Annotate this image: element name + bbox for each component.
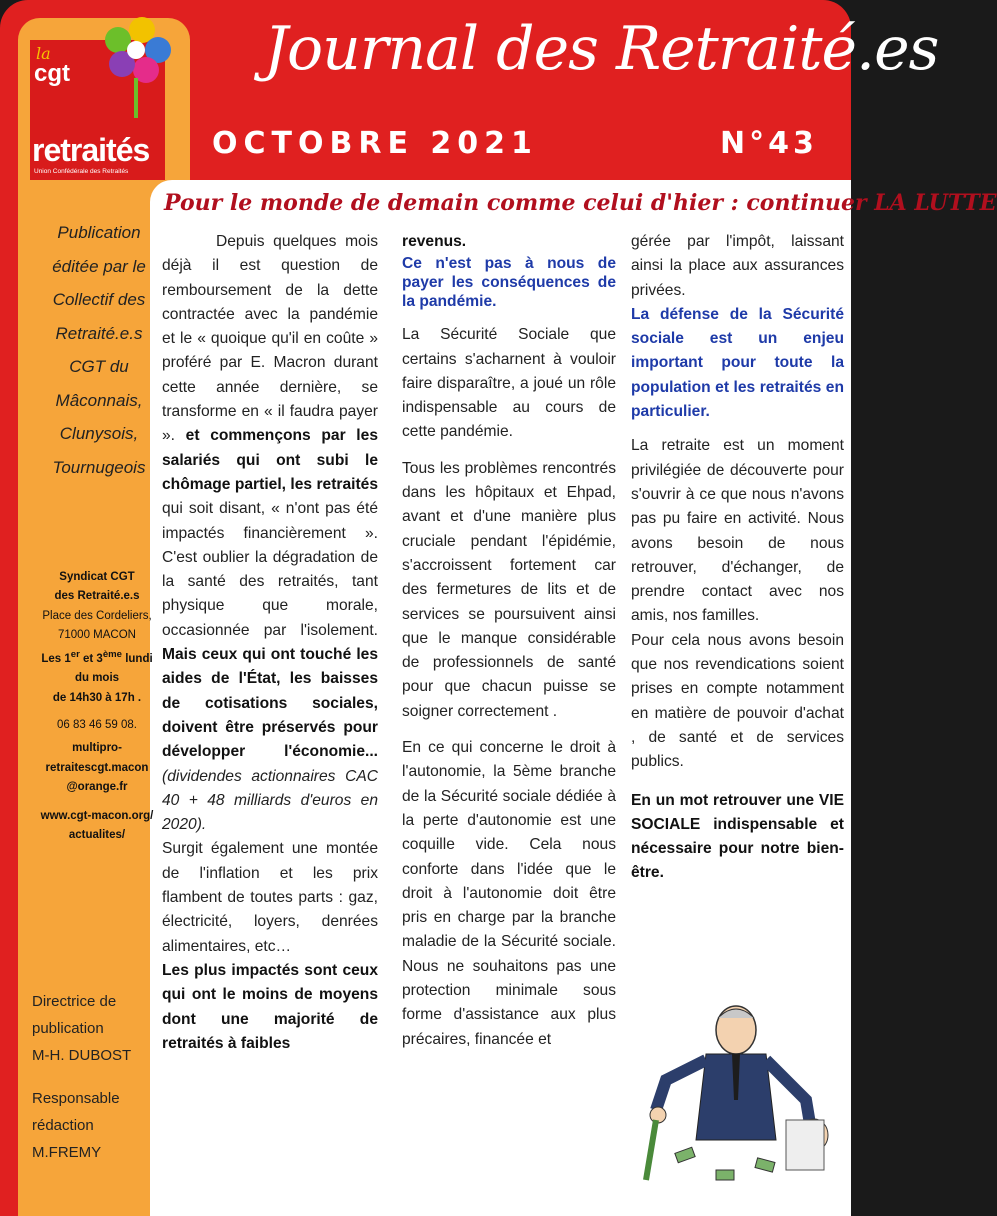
contact-email[interactable]: retraitescgt.macon <box>45 761 149 774</box>
publication-line: Publication <box>57 223 141 242</box>
director-label: publication <box>32 1020 104 1037</box>
headline: Pour le monde de demain comme celui d'hier : continuer LA LUTTE <box>164 190 997 216</box>
days-sup2: ème <box>102 649 122 661</box>
days-suffix: lundi <box>122 653 153 666</box>
logo-retraites: retraités <box>32 132 150 168</box>
contact-email[interactable]: multipro- <box>72 742 122 755</box>
article-column-2 <box>402 230 616 1052</box>
publication-line: CGT du <box>69 357 129 376</box>
credits <box>32 988 172 1166</box>
publication-line: Collectif des <box>52 290 146 309</box>
paragraph-bold: Mais ceux qui ont touché les aides de l'État, les baisses de cotisations sociales, doivent être préservés pour développer l'économie... <box>162 646 378 761</box>
cartoon-illustration <box>636 990 846 1185</box>
issue-number: N°43 <box>720 126 818 161</box>
paragraph-text: qui soit disant, « n'ont pas été impactés financièrement ». C'est oublier la dégradation de la santé des retraités, tant physique que morale, occasionnée par l'isolement. <box>162 500 378 639</box>
publication-line: Clunysois, <box>59 424 139 443</box>
paragraph-text: Depuis quelques mois déjà il est question de remboursement de la dette contractée avec la pandémie et le « quoique qu'il en coûte » proféré par E. Macron durant cette année dernière, se transforme en « il faudra payer ». <box>162 233 378 445</box>
publication-line: Retraité.e.s <box>55 323 143 343</box>
contact-days <box>22 645 172 669</box>
publication-info <box>24 216 174 484</box>
contact-du-mois: du mois <box>74 672 120 685</box>
issue-date: OCTOBRE 2021 <box>212 126 538 161</box>
publication-line: éditée par le <box>52 256 146 276</box>
contact-syndicat: Syndicat CGT <box>59 571 135 583</box>
contact-hours: de 14h30 à 17h . <box>52 691 142 704</box>
article-column-1 <box>162 230 378 1056</box>
paragraph-bold: revenus. <box>402 233 467 250</box>
editor-label: Responsable <box>32 1090 120 1107</box>
contact-retraites: des Retraité.e.s <box>54 590 140 603</box>
journal-title: Journal des Retraité.es <box>264 14 939 84</box>
contact-phone: 06 83 46 59 08. <box>57 718 137 731</box>
contact-website[interactable]: www.cgt-macon.org/ <box>40 810 154 823</box>
days-sup1: er <box>70 649 80 661</box>
days-mid: et 3 <box>79 653 103 666</box>
section-heading: La défense de la Sécurité sociale est un enjeu important pour toute la population et les retraités en particulier. <box>631 305 844 421</box>
director-name: M-H. DUBOST <box>32 1047 132 1064</box>
contact-info <box>22 568 172 846</box>
paragraph-text: La Sécurité Sociale que certains s'acharnent à vouloir faire disparaître, a joué un rôle indispensable au cours de cette pandémie. <box>402 326 616 441</box>
paragraph-text: Pour cela nous avons besoin que nos revendications soient prises en compte notamment en matière de pouvoir d'achat , de santé et de services publics. <box>631 631 844 771</box>
paragraph-text: La retraite est un moment privilégiée de découverte pour s'ouvrir à ce que nous n'avons pas pu faire en activité. Nous avons besoin de nous retrouver, d'échanger, de prendre contact avec nos amis, nos familles. <box>631 437 844 625</box>
contact-website[interactable]: actualites/ <box>68 829 126 842</box>
paragraph-text: Surgit également une montée de l'inflation et les prix flambent de toutes parts : gaz, électricité, loyers, denrées alimentaires, etc… <box>162 840 378 955</box>
paragraph-text: gérée par l'impôt, laissant ainsi la place aux assurances privées. <box>631 233 844 299</box>
director-label: Directrice de <box>32 993 117 1010</box>
flower-icon <box>98 18 178 118</box>
logo-cgt: cgt <box>34 60 70 87</box>
contact-city: 71000 MACON <box>58 628 136 641</box>
days-prefix: Les 1 <box>41 653 71 666</box>
paragraph-italic: (dividendes actionnaires CAC 40 + 48 milliards d'euros en 2020). <box>162 767 378 834</box>
paragraph-text: En ce qui concerne le droit à l'autonomie, la 5ème branche de la Sécurité sociale dédiée à la perte d'autonomie est une coquille vide. Cela nous conforte dans l'idée que le droit à l'autonomie doit être pris en charge par la branche maladie de la Sécurité sociale. Nous ne souhaitons pas une protection minimale sous forme d'assistance aux plus précaires, financée et <box>402 739 616 1048</box>
paragraph-bold: et commençons par les salariés qui ont subi le chômage partiel, les retraités <box>162 427 378 493</box>
paragraph-bold: En un mot retrouver une VIE SOCIALE indispensable et nécessaire pour notre bien-être. <box>631 791 844 882</box>
paragraph-text: Tous les problèmes rencontrés dans les hôpitaux et Ehpad, avant et d'une manière plus cruciale pendant l'épidémie, s'accroissent fortement car des fermetures de lits et de services se poursuivent ainsi que le manque considérable de professionnels de santé pour que chacun puisse se soigner correctement . <box>402 459 616 720</box>
publication-line: Mâconnais, <box>55 390 143 410</box>
contact-address: Place des Cordeliers, <box>42 609 152 622</box>
editor-label: rédaction <box>32 1117 94 1134</box>
logo-union: Union Confédérale des Retraités <box>34 168 129 175</box>
editor-name: M.FREMY <box>32 1144 102 1161</box>
publication-line: Tournugeois <box>52 457 146 477</box>
logo-la: la <box>36 44 51 63</box>
contact-email[interactable]: @orange.fr <box>66 780 128 793</box>
section-heading: Ce n'est pas à nous de payer les conséquences de la pandémie. <box>402 255 616 311</box>
paragraph-bold: Les plus impactés sont ceux qui ont le moins de moyens dont une majorité de retraités à faibles <box>162 961 378 1052</box>
article-column-3 <box>631 230 844 886</box>
